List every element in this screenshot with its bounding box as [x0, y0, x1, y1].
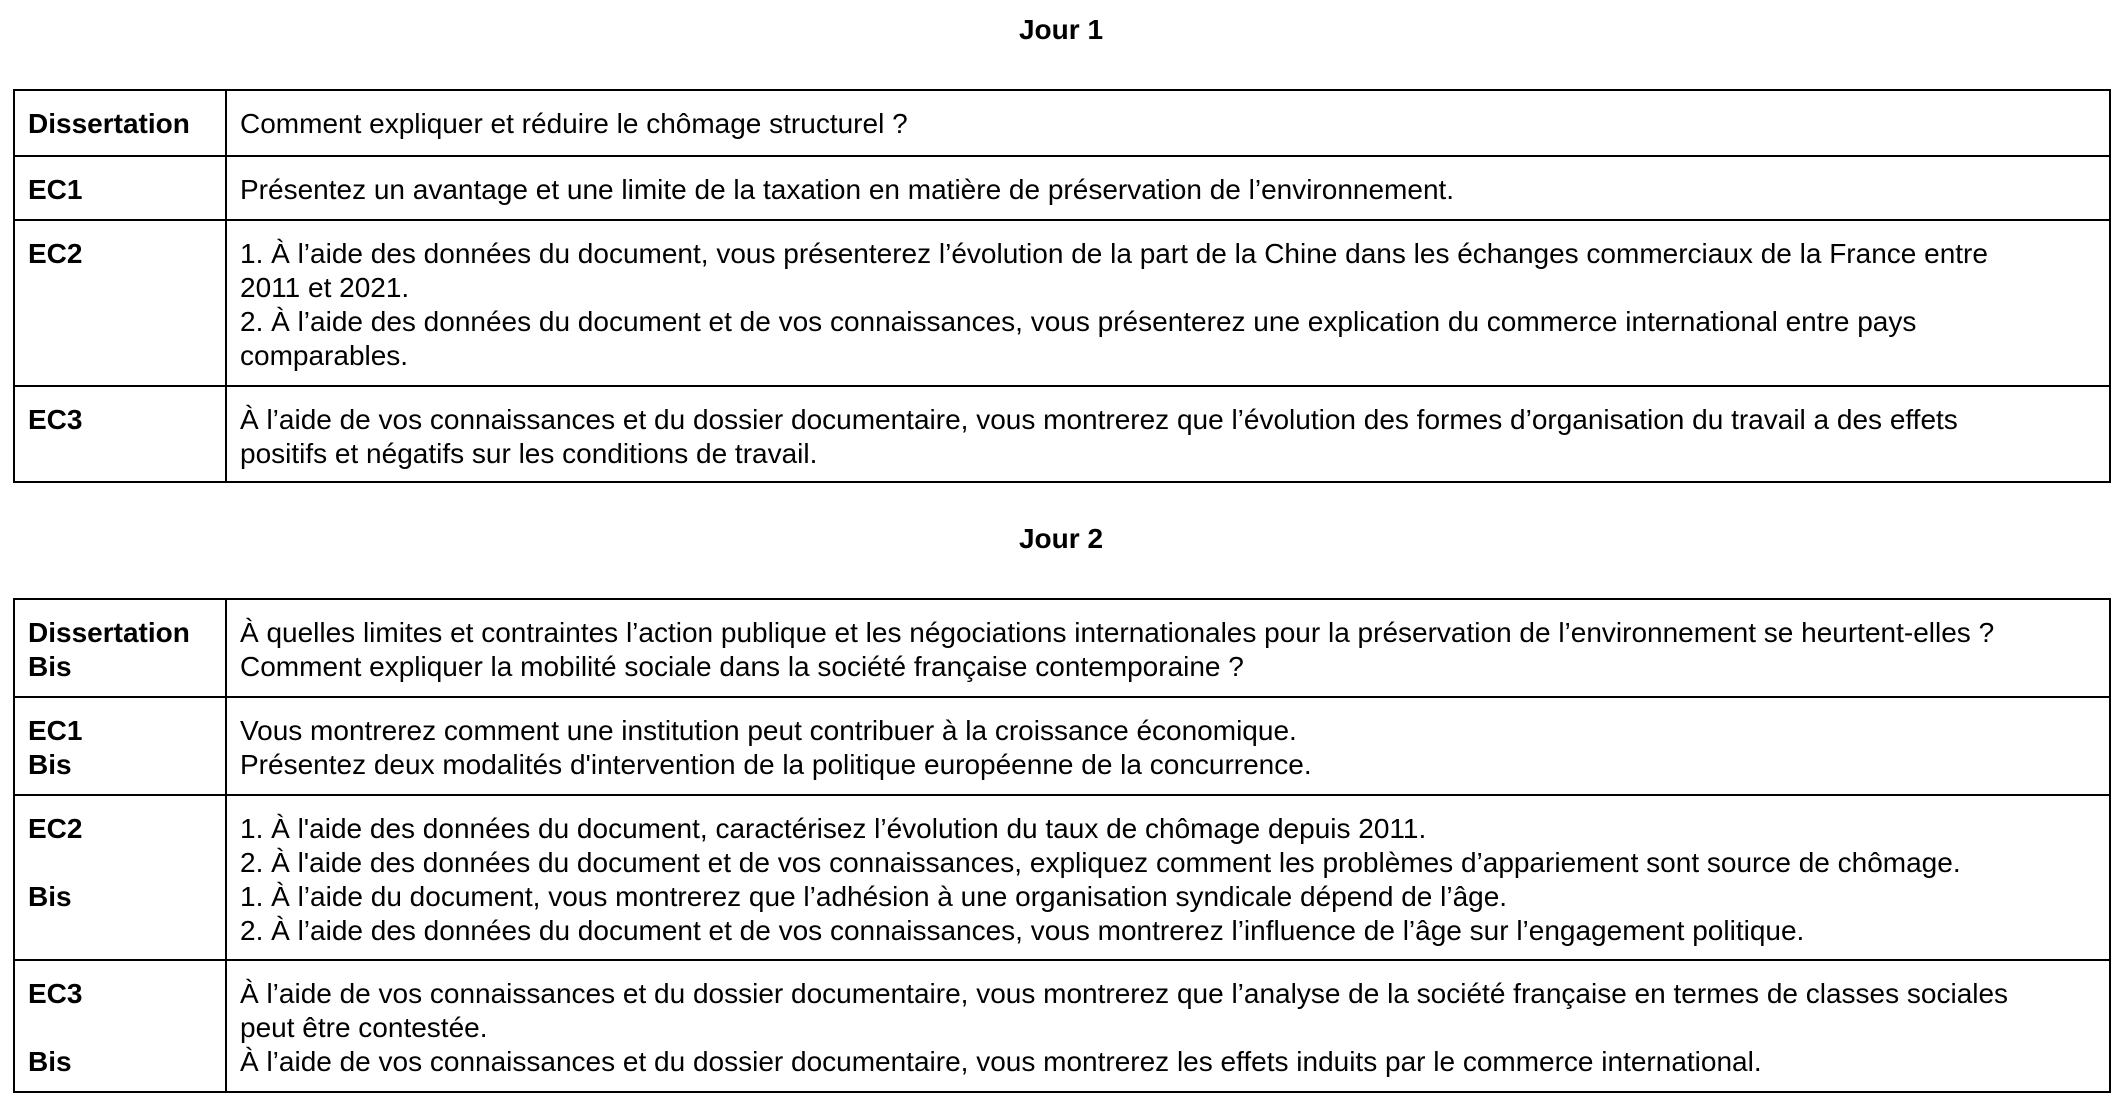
subject-line: comparables.	[240, 340, 409, 371]
subject-line: À l’aide de vos connaissances et du dossier documentaire, vous montrerez que l’analyse de la société française en termes de classes sociales	[240, 978, 2009, 1009]
subject-line: Comment expliquer et réduire le chômage structurel ?	[240, 108, 908, 139]
subject-type-bis: Bis	[28, 881, 72, 912]
subject-type-main: EC2	[28, 813, 83, 844]
subject-text	[226, 90, 2110, 156]
subject-type-label	[14, 960, 226, 1092]
subject-type-main: EC3	[28, 978, 83, 1009]
subject-line: 1. À l’aide des données du document, vous présenterez l’évolution de la part de la Chine dans les échanges commerciaux de la France entre	[240, 238, 1988, 269]
subject-text	[226, 795, 2110, 960]
section-title-jour-2: Jour 2	[1018, 523, 1104, 554]
subject-text	[226, 220, 2110, 386]
subject-line: 2. À l'aide des données du document et de vos connaissances, expliquez comment les problèmes d’appariement sont source de chômage.	[240, 847, 1961, 878]
table-row	[14, 599, 2110, 697]
subject-type-bis: Bis	[28, 749, 72, 780]
subject-type-label	[14, 697, 226, 795]
subject-line: À l’aide de vos connaissances et du dossier documentaire, vous montrerez que l’évolution des formes d’organisation du travail a des effets	[240, 404, 1958, 435]
subject-text	[226, 960, 2110, 1092]
exam-table-jour-2	[13, 598, 2111, 1093]
subject-type-label: EC1	[14, 156, 226, 220]
label-spacer	[28, 1011, 213, 1045]
table-row	[14, 156, 2110, 220]
subject-line: 1. À l'aide des données du document, caractérisez l’évolution du taux de chômage depuis 2011.	[240, 813, 1427, 844]
subject-text	[226, 599, 2110, 697]
subject-line: À l’aide de vos connaissances et du dossier documentaire, vous montrerez les effets induits par le commerce international.	[240, 1046, 1762, 1077]
subject-line: Vous montrerez comment une institution peut contribuer à la croissance économique.	[240, 715, 1297, 746]
subject-line: 1. À l’aide du document, vous montrerez que l’adhésion à une organisation syndicale dépend de l’âge.	[240, 881, 1508, 912]
subject-line: Présentez deux modalités d'intervention de la politique européenne de la concurrence.	[240, 749, 1312, 780]
table-row	[14, 795, 2110, 960]
section-title-jour-1: Jour 1	[1018, 14, 1104, 45]
subject-type-label: Dissertation	[14, 90, 226, 156]
subject-line: Comment expliquer la mobilité sociale dans la société française contemporaine ?	[240, 651, 1244, 682]
subject-line: 2011 et 2021.	[240, 272, 410, 303]
subject-type-label: EC3	[14, 386, 226, 482]
table-row	[14, 386, 2110, 482]
subject-line: À quelles limites et contraintes l’action publique et les négociations internationales pour la préservation de l’environnement se heurtent-elles ?	[240, 617, 1995, 648]
table-row	[14, 220, 2110, 386]
subject-line: 2. À l’aide des données du document et de vos connaissances, vous présenterez une explication du commerce international entre pays	[240, 306, 1917, 337]
subject-type-bis: Bis	[28, 651, 72, 682]
subject-text	[226, 156, 2110, 220]
subject-type-main: EC1	[28, 715, 83, 746]
subject-line: Présentez un avantage et une limite de la taxation en matière de préservation de l’environnement.	[240, 174, 1455, 205]
subject-line: positifs et négatifs sur les conditions de travail.	[240, 438, 818, 469]
subject-type-label	[14, 599, 226, 697]
exam-table-jour-1	[13, 89, 2111, 483]
subject-type-label: EC2	[14, 220, 226, 386]
subject-text	[226, 697, 2110, 795]
subject-type-bis: Bis	[28, 1046, 72, 1077]
label-spacer	[28, 846, 213, 880]
table-row	[14, 697, 2110, 795]
table-row	[14, 960, 2110, 1092]
subject-line: peut être contestée.	[240, 1012, 488, 1043]
subject-text	[226, 386, 2110, 482]
subject-line: 2. À l’aide des données du document et de vos connaissances, vous montrerez l’influence de l’âge sur l’engagement politique.	[240, 915, 1805, 946]
subject-type-main: Dissertation	[28, 617, 190, 648]
table-row	[14, 90, 2110, 156]
subject-type-label	[14, 795, 226, 960]
